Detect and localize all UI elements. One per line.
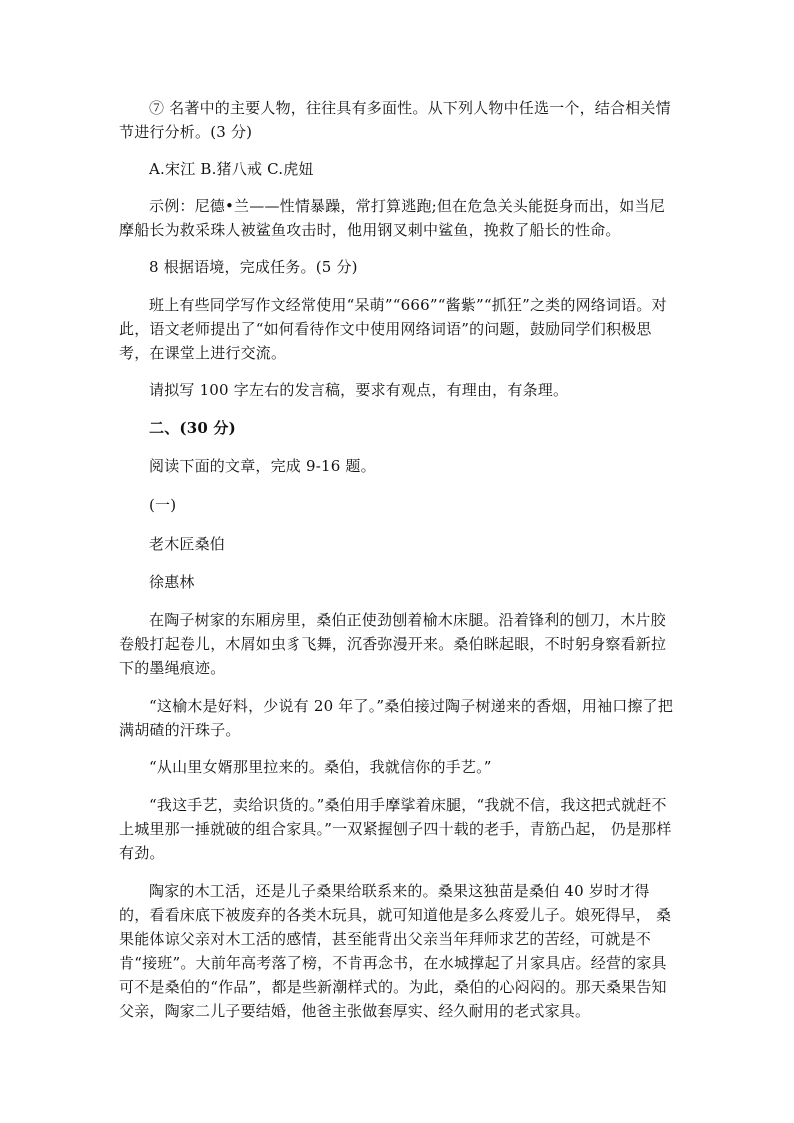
- article-paragraph-2: “这榆木是好料，少说有 20 年了。”桑伯接过陶子树递来的香烟，用袖口擦了把满胡碴的汗珠子。: [119, 697, 674, 739]
- question-8-task: 请拟写 100 字左右的发言稿，要求有观点，有理由，有条理。: [149, 381, 569, 399]
- article-paragraph-1: 在陶子树家的东厢房里，桑伯正使劲刨着榆木床腿。沿着锋利的刨刀，木片胶卷般打起卷儿，木屑如虫豸飞舞，沉香弥漫开来。桑伯眯起眼，不时躬身察看新拉下的墨绳痕迹。: [119, 611, 667, 677]
- article-paragraph-4: “我这手艺，卖给识货的。”桑伯用手摩挲着床腿，“我就不信，我这把式就赶不上城里那一捶就破的组合家具。”一双紧握刨子四十载的老手，青筋凸起， 仍是那样有劲。: [119, 796, 672, 862]
- article-author: 徐惠林: [149, 573, 195, 591]
- article-paragraph-5: 陶家的木工活，还是儿子桑果给联系来的。桑果这独苗是桑伯 40 岁时才得的，看看床底下被废弃的各类木玩具，就可知道他是多么疼爱儿子。娘死得早， 桑果能体谅父亲对木工活的感情，甚至能背出父亲当年拜师求艺的苦经，可就是不肯“接班”。大前年高考落了榜，不肯再念书，在水城撑起了爿家具店。经营的家具可不是桑伯的“作品”，都是些新潮样式的。为此，桑伯的心闷闷的。那天桑果告知父亲，陶家二儿子要结婚，他爸主张做套厚实、经久耐用的老式家具。: [119, 882, 672, 1020]
- article-paragraph-3: “从山里女婿那里拉来的。桑伯，我就信你的手艺。”: [149, 758, 492, 776]
- part-1-label: (一): [149, 496, 177, 514]
- question-7-example: 示例：尼德•兰——性情暴躁，常打算逃跑;但在危急关头能挺身而出，如当尼摩船长为救采珠人被鲨鱼攻击时，他用钢叉刺中鲨鱼，挽救了船长的性命。: [119, 197, 665, 239]
- question-8: 8 根据语境，完成任务。(5 分): [149, 258, 358, 276]
- reading-instruction: 阅读下面的文章，完成 9-16 题。: [149, 457, 376, 475]
- section-2-heading: 二、(30 分): [149, 419, 236, 437]
- article-title: 老木匠桑伯: [149, 535, 226, 553]
- question-7: ⑦ 名著中的主要人物，往往具有多面性。从下列人物中任选一个，结合相关情节进行分析。(3 分): [119, 99, 671, 141]
- question-8-context: 班上有些同学写作文经常使用“呆萌”“666”“酱紫”“抓狂”之类的网络词语。对此，语文老师提出了“如何看待作文中使用网络词语”的问题，鼓励同学们积极思考，在课堂上进行交流。: [119, 296, 667, 362]
- question-7-options: A.宋江 B.猪八戒 C.虎妞: [149, 160, 314, 178]
